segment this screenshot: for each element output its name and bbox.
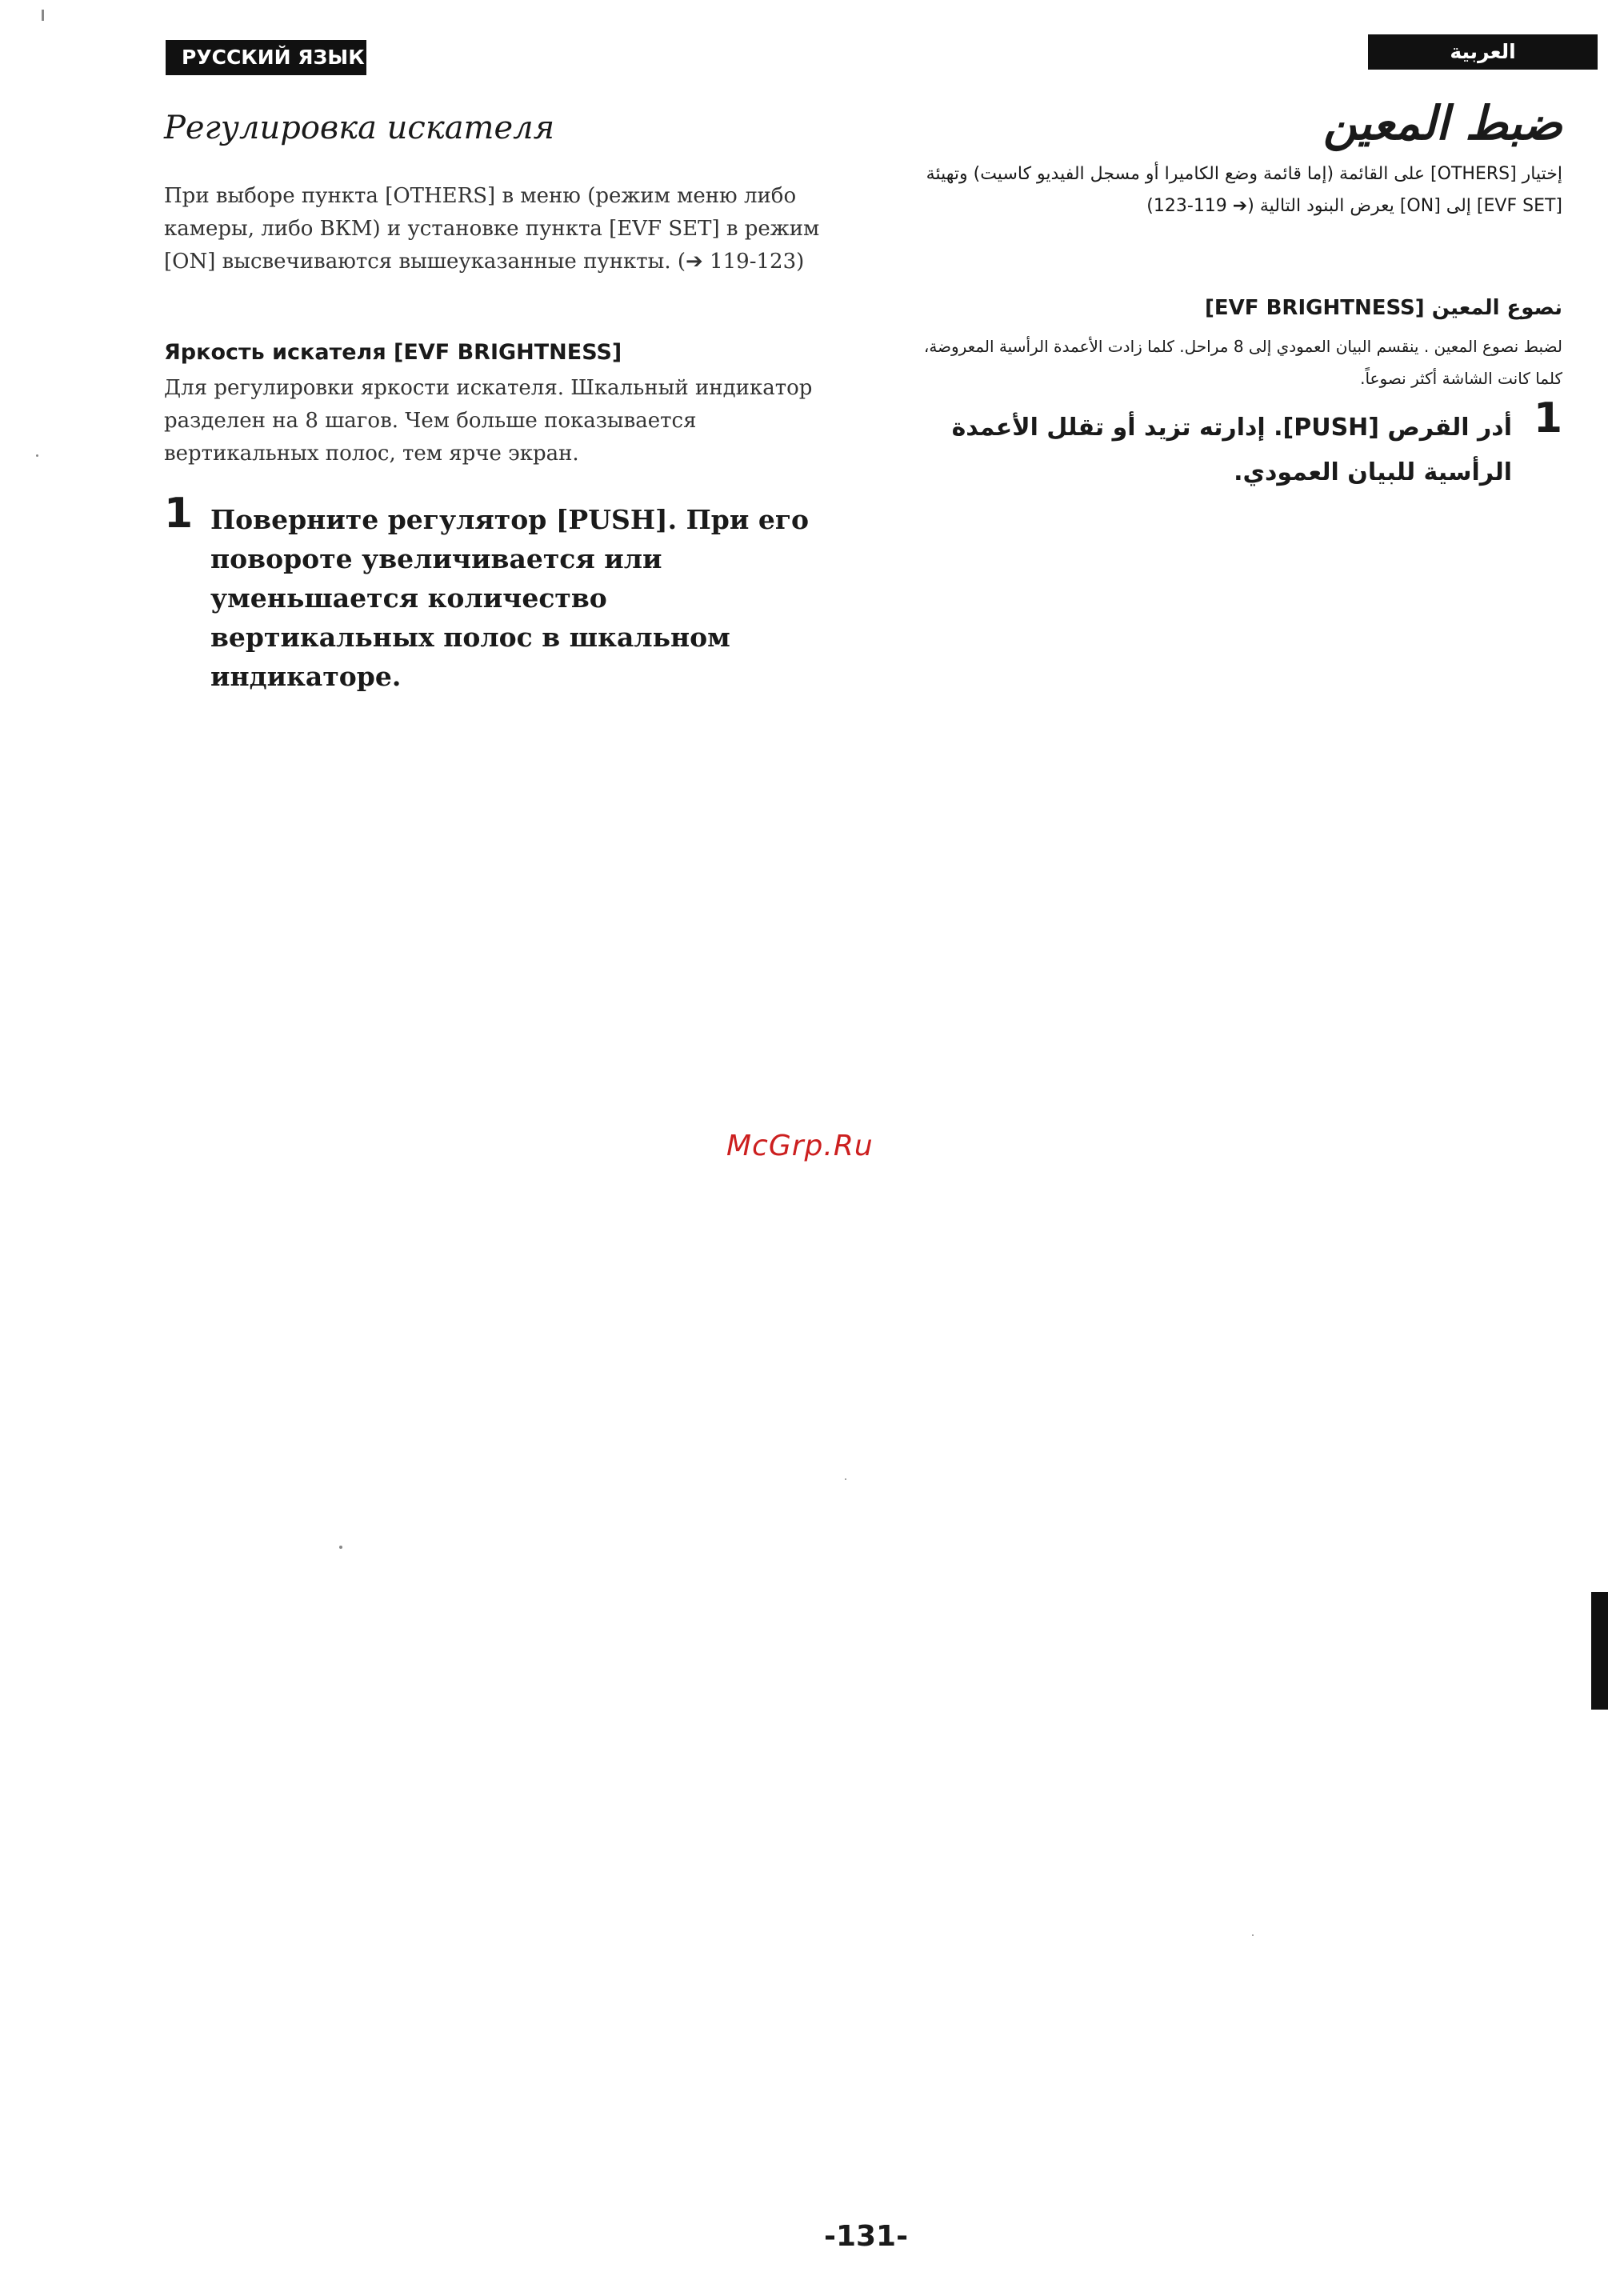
section-title-russian: Регулировка искателя: [164, 110, 555, 146]
edge-tab-marker: [1591, 1592, 1608, 1710]
step-instruction-arabic: أدر القرص [PUSH]. إدارته تزيد أو تقلل الأعمدة الرأسية للبيان العمودي.: [951, 414, 1512, 486]
scan-mark: [42, 10, 44, 21]
watermark: McGrp.Ru: [726, 1130, 874, 1162]
step-number-arabic: 1: [1533, 394, 1562, 442]
language-tag-russian: РУССКИЙ ЯЗЫК: [166, 40, 366, 75]
scan-dot: [1252, 1934, 1254, 1936]
scan-dot: [339, 1546, 342, 1549]
intro-paragraph-arabic: إختيار [OTHERS] على القائمة (إما قائمة وضع الكاميرا أو مسجل الفيديو كاسيت) وتهيئة [EVF SET] إلى [ON] يعرض البنود التالية (➔ 119-123): [926, 164, 1562, 216]
subheading-evf-brightness-arabic: نصوع المعين [EVF BRIGHTNESS]: [1205, 296, 1562, 320]
body-paragraph-arabic: لضبط نصوع المعين . ينقسم البيان العمودي إلى 8 مراحل. كلما زادت الأعمدة الرأسية المعروضة، كلما كانت الشاشة أكثر نصوعاً.: [923, 337, 1562, 388]
section-title-arabic: ضبط المعين: [1323, 96, 1562, 150]
step-instruction-russian: Поверните регулятор [PUSH]. При его повороте увеличивается или уменьшается количество вертикальных полос в шкальном индикаторе.: [210, 504, 810, 692]
intro-paragraph-russian: При выборе пункта [OTHERS] в меню (режим меню либо камеры, либо ВКМ) и установке пункта [EVF SET] в режим [ON] высвечиваются вышеуказанные пункты. (➔ 119-123): [164, 184, 820, 274]
language-tag-arabic: العربية: [1368, 34, 1598, 70]
scan-dot: [845, 1478, 846, 1480]
page-number: -131-: [824, 2220, 909, 2253]
body-paragraph-russian: Для регулировки яркости искателя. Шкальный индикатор разделен на 8 шагов. Чем больше показывается вертикальных полос, тем ярче экран.: [164, 376, 813, 466]
scan-dot: [36, 454, 38, 457]
step-number-russian: 1: [164, 490, 194, 538]
subheading-evf-brightness-russian: Яркость искателя [EVF BRIGHTNESS]: [164, 340, 622, 365]
